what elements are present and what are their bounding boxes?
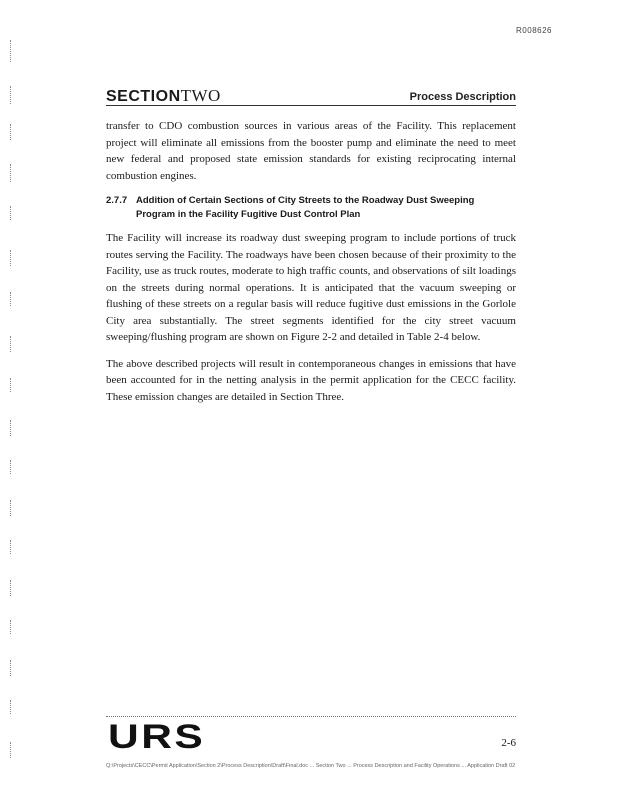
body-paragraph: The Facility will increase its roadway dust sweeping program to include portions of truck routes serving the Facility. The roadways have been chosen because of their proximity to the Facility, use as truck routes, moderate to high traffic counts, and observations of silt loadings on the streets during normal operations. It is anticipated that the vacuum sweeping or flushing of these streets on a regular basis will reduce fugitive dust emissions in the Gorlole City area substantially. The street segments identified for the city street vacuum sweeping/flushing program are shown on Figure 2-2 and detailed in Table 2-4 below. [106, 232, 516, 343]
page-number: 2-6 [501, 737, 516, 749]
subsection-title: Addition of Certain Sections of City Streets to the Roadway Dust Sweeping Program in the Facility Fugitive Dust Control Plan [136, 195, 475, 220]
section-subtitle: Process Description [409, 91, 516, 103]
section-title [106, 86, 221, 106]
body-paragraph: transfer to CDO combustion sources in various areas of the Facility. This replacement project will eliminate all emissions from the booster pump and eliminate the need to meet new federal and proposed state emission standards for existing reciprocating internal combustion engines. [106, 120, 516, 182]
subsection-number: 2.7.7 [106, 195, 128, 206]
section-title-rest: TWO [180, 86, 221, 105]
section-title-bold: SECTION [106, 88, 181, 105]
bates-number: R008626 [516, 26, 552, 35]
footer-file-path: Q:\Projects\CECC\Permit Application\Section 2\Process Description\Draft\Final.doc ... Section Two ... Process Description and Facility Operations ... Application Draft 02 [106, 763, 516, 769]
body-paragraph: The above described projects will result in contemporaneous changes in emissions that have been accounted for in the netting analysis in the permit application for the CECC facility. These emission changes are detailed in Section Three. [106, 357, 516, 403]
document-body [106, 118, 516, 415]
left-margin-binding-marks [10, 0, 16, 800]
page-header [106, 86, 516, 106]
footer-divider [106, 716, 516, 717]
urs-logo: URS [108, 718, 206, 756]
header-divider [106, 105, 516, 106]
subsection-heading [106, 194, 516, 222]
